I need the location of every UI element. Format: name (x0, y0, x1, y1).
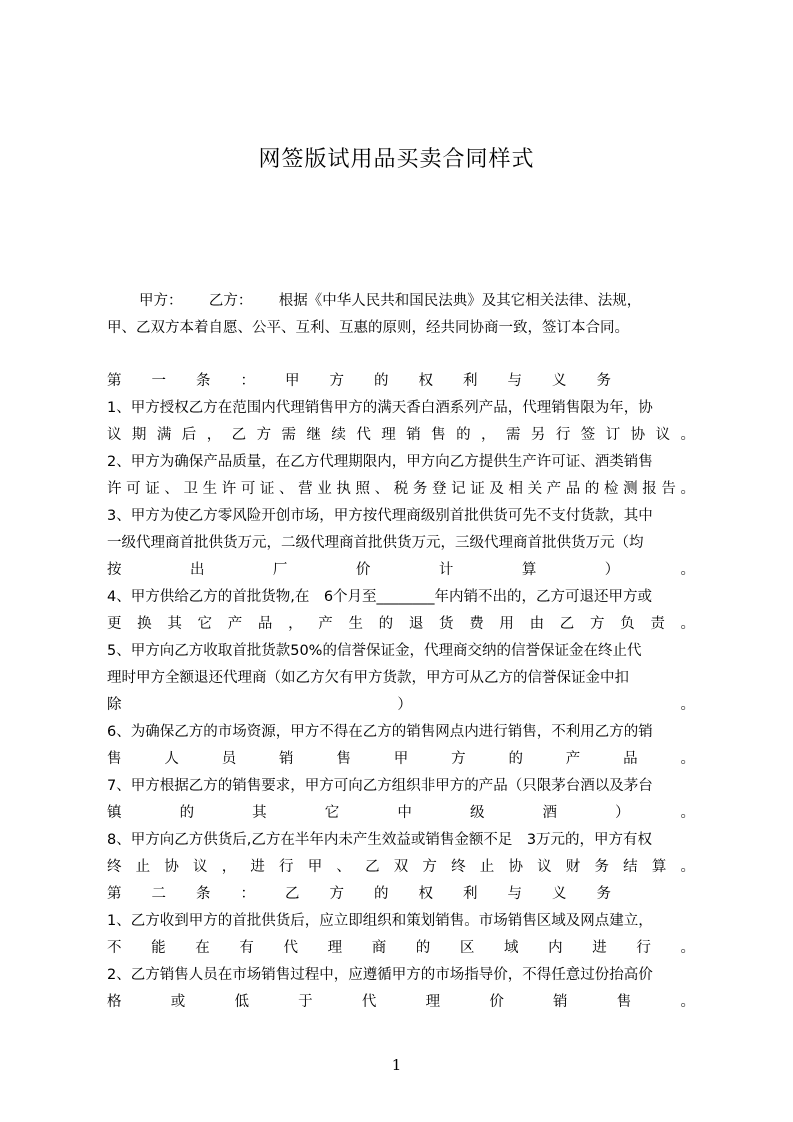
paragraph-line: 除）。 (107, 697, 695, 713)
document-title: 网签版试用品买卖合同样式 (258, 147, 535, 172)
paragraph-line: 7、甲方根据乙方的销售要求，甲方可向乙方组织非甲方的产品（只限茅台酒以及茅台 (107, 778, 653, 794)
paragraph-line: 2、甲方为确保产品质量，在乙方代理期限内，甲方向乙方提供生产许可证、酒类销售 (107, 454, 653, 470)
paragraph-line: 甲方： 乙方： 根据《中华人民共和国民法典》及其它相关法律、法规， (139, 293, 642, 309)
paragraph-line: 1、乙方收到甲方的首批供货后，应立即组织和策划销售。市场销售区域及网点建立， (107, 913, 653, 929)
paragraph-line: 售人员销售甲方的产品。 (107, 751, 695, 767)
paragraph-line: 3、甲方为使乙方零风险开创市场，甲方按代理商级别首批供货可先不支付货款，其中 (107, 508, 653, 524)
paragraph-line: 议期满后，乙方需继续代理销售的，需另行签订协议。 (107, 427, 695, 443)
paragraph-line: 终止协议，进行甲、乙双方终止协议财务结算。 (107, 859, 695, 875)
paragraph-line: 甲、乙双方本着自愿、公平、互利、互惠的原则，经共同协商一致，签订本合同。 (107, 320, 629, 336)
paragraph-line: 格或低于代理价销售。 (107, 994, 695, 1010)
paragraph-line: 一级代理商首批供货万元，二级代理商首批供货万元，三级代理商首批供货万元（均 (107, 535, 644, 551)
page-number: 1 (391, 1056, 402, 1074)
paragraph-line: 6、为确保乙方的市场资源，甲方不得在乙方的销售网点内进行销售，不利用乙方的销 (107, 724, 653, 740)
section-heading: 第一条：甲方的权利与义务 (107, 373, 611, 389)
paragraph-line: 2、乙方销售人员在市场销售过程中，应遵循甲方的市场指导价，不得任意过份抬高价 (107, 967, 653, 983)
paragraph-line: 按出厂价计算）。 (107, 562, 695, 578)
section-heading: 第二条：乙方的权利与义务 (107, 886, 611, 902)
paragraph-line: 4、甲方供给乙方的首批货物,在 6个月至________年内销不出的，乙方可退还甲方或 (107, 589, 653, 605)
paragraph-line: 8、甲方向乙方供货后,乙方在半年内未产生效益或销售金额不足 3万元的，甲方有权 (107, 832, 653, 848)
paragraph-line: 不能在有代理商的区域内进行。 (107, 940, 695, 956)
paragraph-line: 理时甲方全额退还代理商（如乙方欠有甲方货款，甲方可从乙方的信誉保证金中扣 (107, 670, 629, 686)
paragraph-line: 镇的其它中级酒）。 (107, 805, 695, 821)
paragraph-line: 更换其它产品，产生的退货费用由乙方负责。 (107, 616, 695, 632)
paragraph-line: 1、甲方授权乙方在范围内代理销售甲方的满天香白酒系列产品，代理销售限为年，协 (107, 400, 653, 416)
paragraph-line: 5、甲方向乙方收取首批货款50%的信誉保证金，代理商交纳的信誉保证金在终止代 (107, 643, 642, 659)
paragraph-line: 许可证、卫生许可证、营业执照、税务登记证及相关产品的检测报告。 (107, 481, 695, 497)
